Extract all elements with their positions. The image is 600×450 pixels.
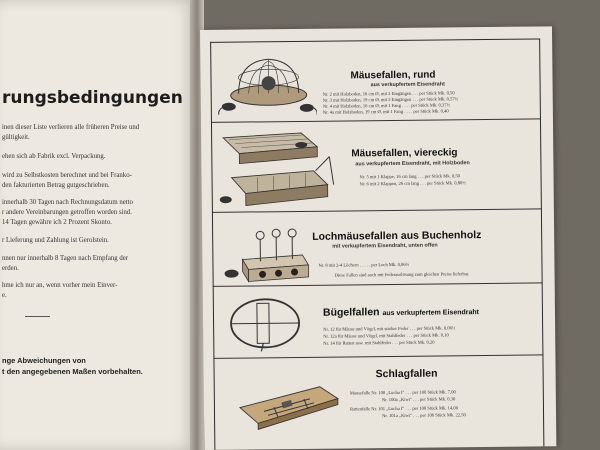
section-subtitle-hole: mit verkupfertem Eisendraht, unten offen [332, 242, 438, 250]
divider-rule [25, 316, 50, 317]
square-trap-illustration [217, 127, 338, 210]
price-row: Nr. 100a „Kiwi" . . . per Stück Mk. 0,30 [381, 396, 456, 403]
section-title-hole: Lochmäusefallen aus Buchenholz [312, 229, 482, 243]
conditions-line: gültigkeit. [2, 134, 30, 141]
conditions-line: hme ich nur an, wenn vorher mein Einver- [2, 282, 118, 289]
price-row: Nr. 3 mit Holzboden, 19 cm Ø, mit 2 Eingängen . . . per Stück Mk. 0,57½ [322, 96, 459, 103]
price-row: Rattenfalle Nr. 101 „Lucha I" . . . per 100 Stück Mk. 14,00 [349, 405, 459, 412]
conditions-line: wird zu Selbstkosten berechnet und bei Franko- [2, 172, 132, 179]
conditions-heading: rungsbedingungen [2, 88, 183, 108]
price-row: Nr. 12a für Mäuse und Vögel, mit Stahlfeder . . . per Stück Mk. 0,10 [323, 332, 449, 339]
section-subtitle-round: aus verkupfertem Eisendraht [370, 81, 445, 89]
round-trap-illustration [216, 51, 317, 120]
snap-trap-illustration [234, 377, 345, 438]
price-row: Nr. 101a „Kiwi" . . . per 100 Stück Mk. 22,50 [382, 412, 466, 419]
hole-trap-illustration [222, 225, 311, 286]
footer-note: nge Abweichungen von [2, 356, 86, 365]
conditions-line: r andere Vereinbarungen getroffen worden sind. [2, 209, 132, 216]
conditions-line: nnen nur innerhalb 8 Tagen nach Empfang der [2, 255, 129, 262]
footer-note: t den angegebenen Maßen vorbehalten. [2, 367, 143, 376]
section-subtitle-square: aus verkupfertem Eisendraht, mit Holzboden [355, 160, 470, 168]
conditions-line: e. [2, 292, 7, 299]
section-title-square: Mäusefallen, viereckig [351, 147, 458, 160]
price-row: Nr. 6 mit 2 Klappen, 26 cm lang . . . per Stück Mk. 0,80½ [359, 180, 466, 187]
right-page [200, 26, 556, 450]
price-row: Mausefalle Nr. 100 „Lucha I" . . . per 100 Stück Mk. 7,00 [349, 389, 456, 396]
conditions-line: 14 Tagen gewähre ich 2 Prozent Skonto. [2, 219, 112, 226]
price-row: Nr. 14 für Ratten usw. mit Stahlfeder . . . per Stück Mk. 0,20 [323, 339, 435, 346]
conditions-line: innerhalb 30 Tagen nach Rechnungsdatum netto [2, 199, 133, 206]
conditions-line: den fakturierten Betrag gutgeschrieben. [2, 182, 110, 189]
price-row: Nr. 4a mit Holzboden, 19 cm Ø, mit 1 Fang . . . . per Stück Mk. 0,40 [322, 108, 449, 115]
conditions-line: erden. [2, 265, 19, 272]
price-row: Nr. 4 mit Holzboden, 16 cm Ø, mit 1 Fang . . . . per Stück Mk. 0,37½ [322, 102, 451, 109]
price-row: Nr. 8 mit 2-4 Löchern . . . . . per Loch Mk. 0,06½ [318, 261, 410, 268]
price-row: Nr. 12 für Mäuse und Vögel, mit starker Feder . . . per Stück Mk. 0,06½ [323, 325, 456, 332]
left-page [0, 0, 196, 450]
section-title-bow: Bügelfallen aus verkupfertem Eisendraht [322, 306, 480, 319]
bow-trap-illustration [227, 291, 308, 354]
conditions-line: ehen sich ab Fabrik excl. Verpackung. [2, 153, 106, 160]
conditions-line: r Lieferung und Zahlung ist Gerolstein. [2, 237, 109, 244]
price-row: Nr. 2 mit Holzboden, 16 cm Ø, mit 2 Eingängen . . . per Stück Mk. 0,50 [322, 90, 455, 97]
section-title-snap: Schlagfallen [375, 367, 438, 381]
conditions-line: inen dieser Liste verlieren alle früheren Preise und [2, 124, 140, 131]
section-title-round: Mäusefallen, rund [350, 69, 436, 82]
price-row: Nr. 5 mit 1 Klappe, 16 cm lang . . . per Stück Mk. 0,50 [359, 173, 460, 180]
section-note: Diese Fallen sind auch mit Federauslösung zum gleichen Preise lieferbar. [334, 271, 470, 278]
